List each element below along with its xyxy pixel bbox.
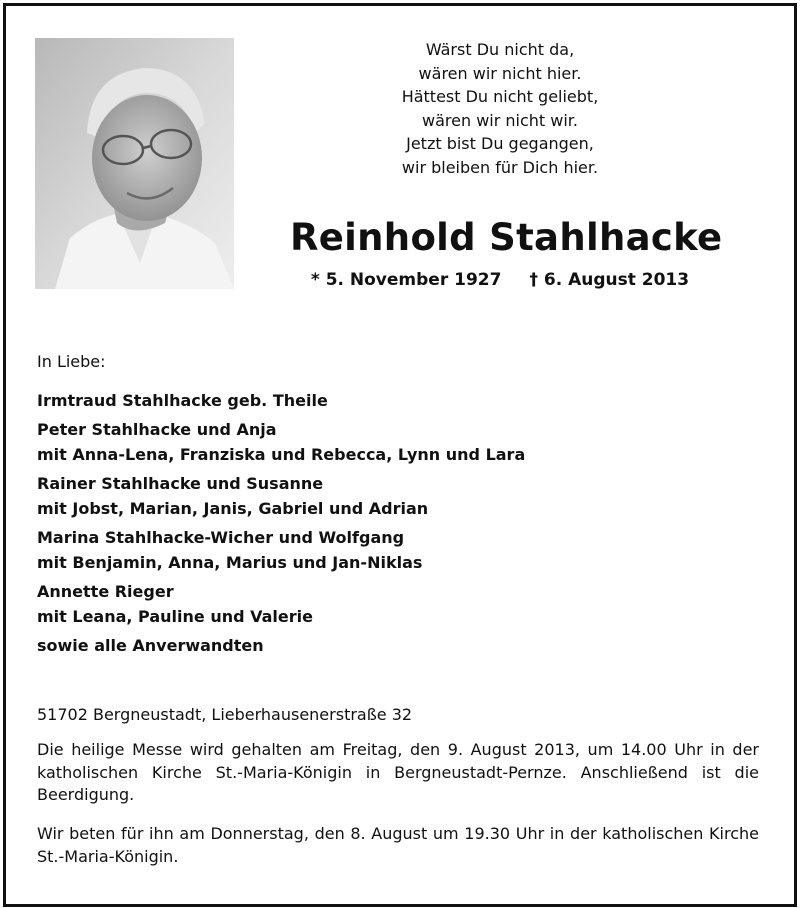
poem-line: Hättest Du nicht geliebt,	[401, 87, 599, 106]
poem-line: Wärst Du nicht da,	[425, 40, 575, 59]
mourner-line: mit Anna-Lena, Franziska und Rebecca, Lynn und Lara	[37, 445, 526, 464]
mourners-list	[37, 388, 757, 662]
mourner-line: Peter Stahlhacke und Anja	[37, 420, 277, 439]
mourner-line: Annette Rieger	[37, 582, 174, 601]
mass-info: Die heilige Messe wird gehalten am Freitag, den 9. August 2013, um 14.00 Uhr in der katholischen Kirche St.-Maria-Königin in Bergneustadt-Pernze. Anschließend ist die Beerdigung.	[37, 740, 759, 804]
address: 51702 Bergneustadt, Lieberhausenerstraße 32	[37, 705, 413, 724]
deceased-name: Reinhold Stahlhacke	[290, 216, 723, 259]
poem	[300, 38, 700, 179]
intro-text: In Liebe:	[37, 352, 106, 371]
mourner-line: sowie alle Anverwandten	[37, 636, 264, 655]
mourner-line: Irmtraud Stahlhacke geb. Theile	[37, 391, 328, 410]
mourner-line: Rainer Stahlhacke und Susanne	[37, 474, 324, 493]
mourner-line: mit Benjamin, Anna, Marius und Jan-Niklas	[37, 553, 423, 572]
mourner-group	[37, 388, 757, 413]
life-dates	[290, 270, 710, 290]
portrait-photo	[35, 38, 234, 289]
mourner-line: mit Jobst, Marian, Janis, Gabriel und Adrian	[37, 499, 429, 518]
mourner-group	[37, 579, 757, 629]
mourner-group	[37, 417, 757, 467]
mourner-line: Marina Stahlhacke-Wicher und Wolfgang	[37, 528, 405, 547]
mourner-group	[37, 471, 757, 521]
poem-line: Jetzt bist Du gegangen,	[406, 134, 594, 153]
mourner-group	[37, 633, 757, 658]
prayer-info: Wir beten für ihn am Donnerstag, den 8. August um 19.30 Uhr in der katholischen Kirche St.-Maria-Königin.	[37, 824, 759, 866]
death-date: † 6. August 2013	[529, 270, 690, 290]
poem-line: wären wir nicht wir.	[422, 110, 578, 130]
mourner-line: mit Leana, Pauline und Valerie	[37, 607, 313, 626]
mourner-group	[37, 525, 757, 575]
birth-date: * 5. November 1927	[310, 270, 502, 290]
poem-line: wir bleiben für Dich hier.	[401, 157, 599, 177]
poem-line: wären wir nicht hier.	[418, 63, 582, 83]
